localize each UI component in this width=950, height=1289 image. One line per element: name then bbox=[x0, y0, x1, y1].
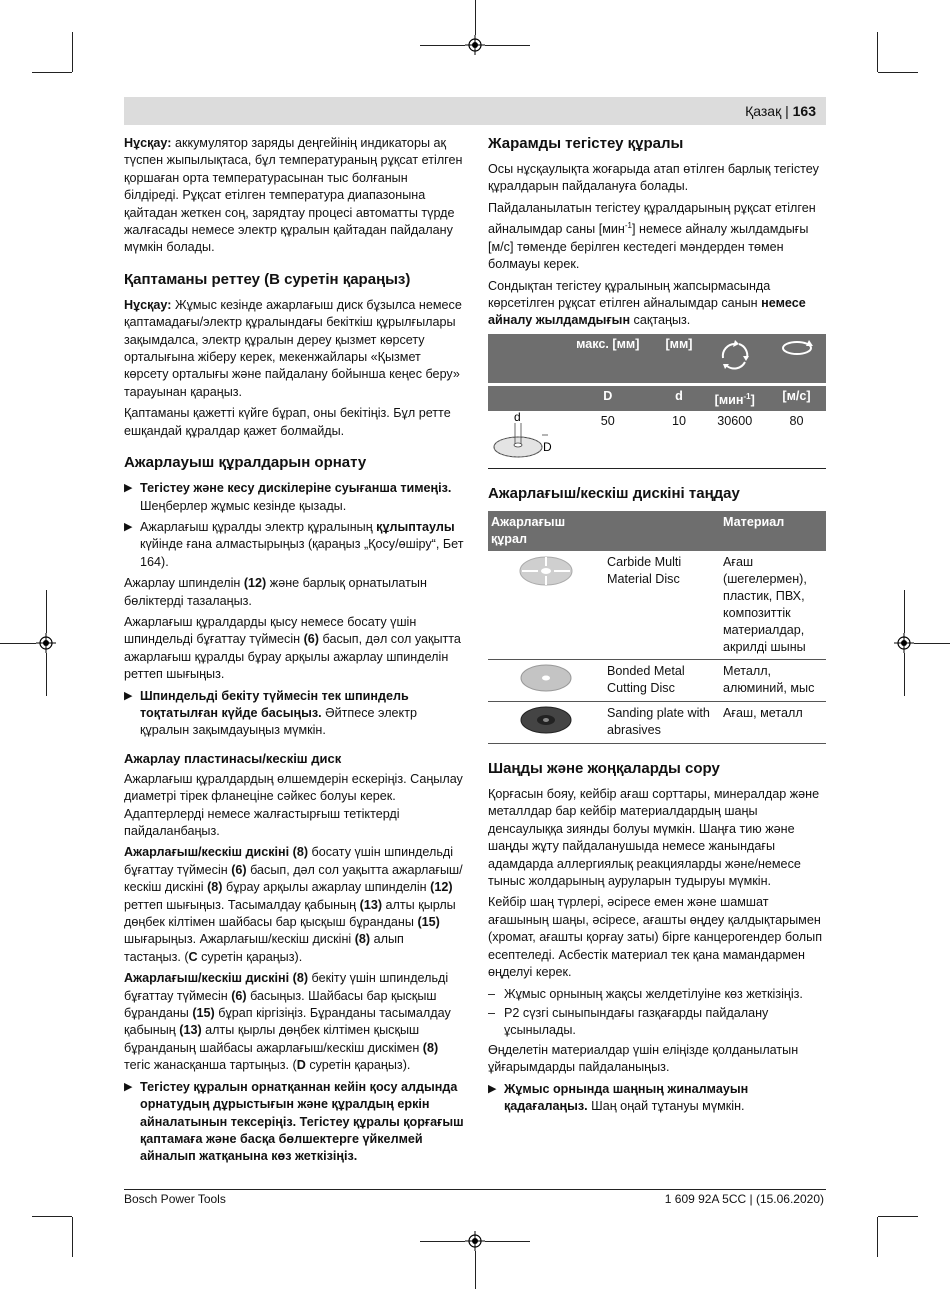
crop-mark bbox=[877, 1217, 878, 1257]
disc-name: Bonded Metal Cutting Disc bbox=[604, 660, 720, 702]
paragraph bbox=[124, 575, 464, 610]
rotation-speed-icon bbox=[715, 336, 755, 376]
crop-mark bbox=[72, 1217, 73, 1257]
ref-number: (8) bbox=[422, 1040, 439, 1055]
text-span: реттеп шығыңыз. Тасымалдау қабының bbox=[124, 897, 360, 912]
footer-brand: Bosch Power Tools bbox=[124, 1192, 226, 1206]
disc-name: Carbide Multi Material Disc bbox=[604, 551, 720, 660]
crop-mark bbox=[485, 45, 530, 46]
crop-mark bbox=[878, 72, 918, 73]
paragraph: Өңделетін материалдар үшін еліңізде қолданылатын ұйғарымдарды пайдаланыңыз. bbox=[488, 1042, 799, 1075]
text-span: Ажарлау шпинделін bbox=[124, 576, 244, 591]
bullet-bold: Шпиндельді бекіту түймесін тек шпиндель тоқтатылған күйде басыңыз. bbox=[140, 688, 409, 720]
footer-divider bbox=[124, 1189, 826, 1190]
bullet-bold: Тегістеу құралын орнатқаннан кейін қосу алдында орнатудың дұрыстығын және құралдың еркін айналатынын тексеріңіз. Тегістеу құралы қорғағыш қаптамаға және басқа бөлшектерге үйкелмей айналып жатқанына көз жеткізіңіз. bbox=[140, 1079, 464, 1164]
arrow-icon: ▶ bbox=[488, 1082, 497, 1095]
crop-mark bbox=[72, 32, 73, 72]
list-item-text: P2 сүзгі сыныпындағы газқағарды пайдалану ұсынылады. bbox=[504, 1005, 769, 1038]
crop-mark bbox=[420, 45, 465, 46]
registration-mark-icon bbox=[36, 633, 56, 653]
note-text: Жұмыс кезінде ажарлағыш диск бұзылса немесе қаптамадағы/электр құралындағы бекіткіш құрылғылары зақымдалса, электр құралын дереу қызмет көрсету орталығына жіберу керек, мекенжайлары «Қызмет көрсету орталығы және пайдалану бойынша кеңес беру» тарауынан қараңыз. bbox=[124, 297, 462, 399]
text-span: басыңыз. Шайбасы бар қысқыш бұранданы bbox=[124, 988, 437, 1021]
ref-number: (8) bbox=[354, 932, 371, 947]
page-header bbox=[124, 97, 826, 125]
disc-material: Ағаш (шегелермен), пластик, ПВХ, композиттік материалдар, акрилді шыны bbox=[720, 551, 826, 660]
paragraph: Қаптаманы қажетті күйге бұрап, оны бекітіңіз. Бұл ретте ешқандай құралдар қажет болмайды. bbox=[124, 406, 451, 438]
table-header-cell: d bbox=[656, 386, 703, 411]
section-heading: Ажарлағыш/кескіш дискіні таңдау bbox=[488, 485, 740, 503]
table-cell: 30600 bbox=[717, 414, 753, 429]
bullet-bold: Жұмыс орнында шаңның жиналмауын қадағалаңыз. bbox=[504, 1081, 749, 1113]
superscript: -1 bbox=[743, 391, 751, 401]
bullet-text: күйінде ғана алмастырыңыз (қараңыз „Қосу/өшіру“, Бет 164). bbox=[140, 537, 464, 569]
paragraph: Кейбір шаң түрлері, әсіресе емен және шамшат ағашының шаңы, әсіресе, ағашты өңдеу қалдықтарымен (хромат, ағашты қорғау заты) бірге канцерогендер болып есептеледі. Асбестік материал тек қана мамандармен өңделуі керек. bbox=[488, 895, 823, 980]
paragraph bbox=[124, 135, 464, 257]
crop-mark bbox=[878, 1216, 918, 1217]
list-item-text: Жұмыс орнының жақсы желдетілуіне көз жеткізіңіз. bbox=[504, 986, 803, 1001]
crop-mark bbox=[32, 1216, 72, 1217]
warning-bullet bbox=[124, 688, 464, 740]
text-span: бұрап кіргізіңіз. Бұранданы тасымалдау қабының bbox=[124, 1006, 451, 1038]
left-column bbox=[124, 135, 464, 1170]
arrow-icon: ▶ bbox=[124, 520, 133, 533]
warning-bullet bbox=[124, 1079, 464, 1166]
crop-mark bbox=[475, 1251, 476, 1289]
paragraph bbox=[124, 844, 464, 966]
header-text: Қазақ | 163 bbox=[745, 103, 816, 119]
ref-number: (6) bbox=[303, 632, 320, 647]
bullet-text: Әйтпесе электр құралын зақымдауыңыз мүмкін. bbox=[140, 705, 417, 738]
sanding-plate-image bbox=[518, 705, 574, 735]
text-span: [мин bbox=[714, 393, 744, 408]
crop-mark bbox=[904, 590, 905, 633]
paragraph bbox=[488, 278, 826, 330]
text-span: басып, дәл сол уақытта ажарлағыш құралды бұрау арқылы ажарлау шпинделін реттеп шығыңыз. bbox=[124, 632, 461, 682]
arrow-icon: ▶ bbox=[124, 1080, 133, 1093]
ref-number: C bbox=[188, 949, 198, 964]
warning-bullet bbox=[488, 1081, 826, 1116]
superscript: -1 bbox=[624, 221, 632, 231]
table-header-cell: Материал bbox=[720, 511, 826, 551]
disc-name: Sanding plate with abrasives bbox=[604, 702, 720, 744]
table-header-cell: макс. [мм] bbox=[560, 334, 656, 383]
table-header-cell: Ажарлағыш құрал bbox=[488, 511, 604, 551]
ref-number: (15) bbox=[192, 1006, 215, 1021]
table-header-cell: D bbox=[560, 386, 656, 411]
table-header-cell bbox=[702, 386, 767, 411]
disc-image-cell bbox=[488, 660, 604, 702]
crop-mark bbox=[877, 32, 878, 72]
text-span: Сондықтан тегістеу құралының жапсырмасында көрсетілген рұқсат етілген айналымдар санын bbox=[488, 278, 771, 311]
table-header-cell: [мм] bbox=[656, 334, 703, 383]
crop-mark bbox=[485, 1241, 530, 1242]
text-span: суретін қараңыз). bbox=[197, 949, 303, 964]
text-span: бекіту үшін шпиндельді бұғаттау түймесін bbox=[124, 971, 449, 1003]
figure-label-d: d bbox=[514, 411, 521, 425]
arrow-icon: ▶ bbox=[124, 482, 133, 495]
crop-mark bbox=[32, 72, 72, 73]
ref-number: (13) bbox=[179, 1023, 202, 1038]
bold-span: немесе айналу жылдамдығын bbox=[488, 296, 806, 328]
disc-selection-table bbox=[488, 511, 826, 744]
crop-mark bbox=[46, 590, 47, 633]
page-number: 163 bbox=[792, 103, 816, 119]
subsection-heading: Ажарлау пластинасы/кескіш диск bbox=[124, 750, 342, 766]
crop-mark bbox=[475, 0, 476, 35]
bold-span: Ажарлағыш/кескіш дискіні (8) bbox=[124, 845, 309, 860]
table-header-cell: [м/с] bbox=[767, 386, 826, 411]
text-span: тегіс жанасқанша тартыңыз. ( bbox=[124, 1058, 297, 1073]
figure-label-D: D bbox=[543, 440, 552, 455]
table-row bbox=[488, 702, 826, 744]
text-span: шығарыңыз. Ажарлағыш/кескіш дискіні bbox=[124, 932, 355, 947]
table-header-cell bbox=[488, 334, 560, 383]
section-heading: Жарамды тегістеу құралы bbox=[488, 135, 684, 152]
table-row bbox=[488, 660, 826, 702]
bullet-bold: Тегістеу және кесу дискілеріне суығанша тимеңіз. bbox=[140, 481, 452, 496]
table-row bbox=[488, 551, 826, 660]
registration-mark-icon bbox=[894, 633, 914, 653]
crop-mark bbox=[904, 653, 905, 696]
registration-mark-icon bbox=[465, 35, 485, 55]
section-heading: Қаптаманы реттеу (B суретін қараңыз) bbox=[124, 270, 411, 288]
text-span: алты қырлы дөңбек кілтімен шайбасы бар қысқыш бұранданы bbox=[124, 897, 456, 930]
table-cell: 80 bbox=[789, 414, 804, 429]
text-span: бұрау арқылы ажарлау шпинделін bbox=[222, 880, 431, 895]
dash-list-item bbox=[488, 986, 826, 1003]
text-span: ] немесе айналу жылдамдығы [м/с] төменде берілген кестедегі мәндерден төмен болмауы керек. bbox=[488, 222, 809, 272]
text-span: Ажарлағыш құралдарды қысу немесе босату үшін шпиндельді бұғаттау түймесін bbox=[124, 614, 417, 647]
disc-image-cell bbox=[488, 702, 604, 744]
bullet-text: Ажарлағыш құралды электр құралының bbox=[140, 519, 377, 534]
metal-cutting-disc-image bbox=[518, 663, 574, 693]
ref-number: (12) bbox=[430, 880, 453, 895]
ref-number: (6) bbox=[231, 988, 247, 1003]
registration-mark-icon bbox=[465, 1231, 485, 1251]
paragraph bbox=[124, 970, 464, 1074]
text-span: және барлық орнатылатын бөліктерді тазалаңыз. bbox=[124, 576, 427, 608]
text-span: Пайдаланылатын тегістеу құралдарының рұқсат етілген айналымдар саны [мин bbox=[488, 200, 816, 237]
ref-number: (15) bbox=[417, 915, 440, 930]
crop-mark bbox=[46, 653, 47, 696]
ref-number: (13) bbox=[359, 897, 383, 912]
table-cell: 10 bbox=[672, 414, 687, 429]
paragraph bbox=[124, 614, 464, 684]
section-heading: Ажарлауыш құралдарын орнату bbox=[124, 454, 367, 472]
arrow-icon: ▶ bbox=[124, 689, 133, 702]
section-heading: Шаңды және жоңқаларды сору bbox=[488, 760, 720, 778]
ref-number: D bbox=[296, 1058, 306, 1073]
bullet-text: Шеңберлер жұмыс кезінде қызады. bbox=[140, 498, 347, 513]
text-span: алып тастаңыз. ( bbox=[124, 932, 404, 964]
crop-mark bbox=[914, 643, 950, 644]
dash-list-item bbox=[488, 1005, 826, 1040]
table-header-cell bbox=[604, 511, 720, 551]
crop-mark bbox=[0, 643, 36, 644]
footer-doc-number: 1 609 92A 5CC | (15.06.2020) bbox=[664, 1192, 824, 1206]
bullet-text: Шаң оңай тұтануы мүмкін. bbox=[587, 1098, 745, 1113]
paragraph: Осы нұсқаулықта жоғарыда атап өтілген барлық тегістеу құралдарын пайдалануға болады. bbox=[488, 162, 819, 194]
table-header-cell bbox=[702, 334, 767, 383]
paragraph bbox=[124, 297, 464, 401]
paragraph: Ажарлағыш құралдардың өлшемдерін ескеріңіз. Саңылау диаметрі тірек фланеціне сәйкес болуы керек. Адаптерлерді немесе жалғастырғыш тетіктерді пайдаланбаңыз. bbox=[124, 771, 463, 838]
note-label: Нұсқау: bbox=[124, 136, 172, 150]
disc-material: Металл, алюминий, мыс bbox=[720, 660, 826, 702]
text-span: суретін қараңыз). bbox=[305, 1058, 411, 1073]
text-span: алты қырлы дөңбек кілтімен қысқыш бұранданың шайбасы ажарлағыш/кескіш дискімен bbox=[124, 1023, 423, 1055]
peripheral-speed-icon bbox=[779, 336, 815, 360]
text-span: сақтаңыз. bbox=[630, 313, 691, 328]
disc-figure-cell bbox=[488, 411, 560, 469]
header-language: Қазақ bbox=[745, 103, 782, 119]
dash-marker: – bbox=[488, 986, 496, 1001]
ref-number: (8) bbox=[207, 880, 223, 895]
table-header-cell bbox=[488, 386, 560, 411]
note-text: аккумулятор заряды деңгейінің индикаторы ақ түспен жыпылықтаса, бұл температураның рұқсат етілген қоршаған орта температурасынан тыс болғанын білдіреді. Рұқсат етілген температура диапазонына қайтадан жеткен соң, зарядтау процесі автоматты түрде жалғасады немесе электр құралын қайтадан пайдалану мүмкін болады. bbox=[124, 136, 463, 255]
note-label: Нұсқау: bbox=[124, 297, 172, 312]
warning-bullet bbox=[124, 519, 464, 571]
dash-marker: – bbox=[488, 1005, 496, 1020]
carbide-disc-image bbox=[518, 554, 574, 588]
paragraph bbox=[488, 200, 826, 274]
text-span: басып, дәл сол уақытта ажарлағыш/кескіш дискіні bbox=[124, 862, 463, 895]
warning-bullet bbox=[124, 480, 464, 515]
right-column bbox=[488, 135, 826, 1119]
ref-number: (6) bbox=[231, 862, 247, 877]
table-cell: 50 bbox=[600, 414, 615, 429]
paragraph: Қорғасын бояу, кейбір ағаш сорттары, минералдар және металлдар бар кейбір материалдардың шаңы денсаулыққа зиянды болуы мүмкін. Шаңға тию және шаңды жұту пайдаланушыда немесе жанындағы адамдарда аллергиялық реакцияларды және/немесе тыныс жолдарының ауруларын тудыруы мүмкін. bbox=[488, 787, 820, 889]
disc-material: Ағаш, металл bbox=[720, 702, 826, 744]
bullet-bold: құлыптаулы bbox=[376, 519, 455, 534]
disc-dimension-figure bbox=[488, 411, 554, 463]
text-span: босату үшін шпиндельді бұғаттау түймесін bbox=[124, 845, 454, 877]
bold-span: Ажарлағыш/кескіш дискіні (8) bbox=[124, 971, 309, 986]
disc-image-cell bbox=[488, 551, 604, 660]
speed-table bbox=[488, 334, 826, 469]
table-header-cell bbox=[767, 334, 826, 383]
ref-number: (12) bbox=[243, 576, 267, 591]
text-span: ] bbox=[750, 393, 755, 408]
crop-mark bbox=[420, 1241, 465, 1242]
